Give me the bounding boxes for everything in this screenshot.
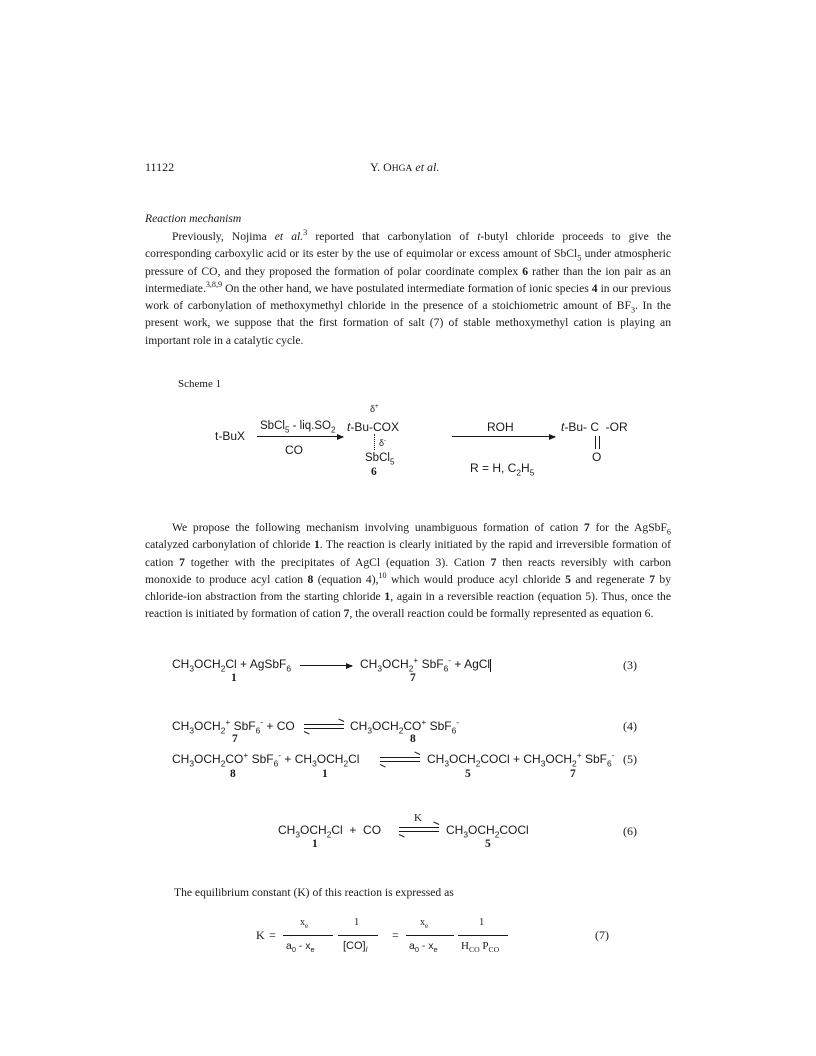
eq7-k: K [256,928,265,942]
eq5-n1: 8 [230,768,236,780]
reaction-arrow-2 [452,436,555,437]
eq6-k: K [414,812,422,824]
scheme-label: Scheme 1 [178,378,222,390]
eq6-right: $CH_3OCH_2COCl$ [446,823,529,840]
delta-minus: δ- [379,437,387,448]
reagent-co: CO [285,443,303,457]
paragraph-3: The equilibrium constant (K) of this reaction is expressed as [174,886,454,899]
eq4-n2: 8 [410,733,416,745]
eq7-num2: 1 [354,917,360,928]
eq6-number: (6) [623,824,637,838]
eq4-left: $CH_3OCH_2^+$ SbF$_6$- + CO [172,717,295,736]
reagent-roh: ROH [487,420,514,434]
double-bond [595,436,600,449]
reactant-tbux: t-BuX [215,429,246,443]
eq7-equals-1: = [269,928,276,942]
eq4-right: $CH_3OCH_2CO^+$ SbF$_6$- [350,717,460,736]
reagent-r-definition: R = H, $C_2H_5$ [470,461,535,478]
eq7-fracline-4 [458,935,508,936]
eq5-n3: 5 [465,768,471,780]
eq4-equilibrium-arrow [304,724,344,730]
eq6-n2: 5 [485,838,491,850]
product-ester: t-Bu- C -OR [561,420,628,434]
eq3-number: (3) [623,658,637,672]
eq7-num3: $x_e$ [420,917,429,930]
eq3-right: $CH_3OCH_2^+$ SbF$_6$- + AgCl [360,655,491,674]
eq5-right: $CH_3OCH_2COCl + CH_3OCH_2^+$ SbF$_6$- [427,750,615,769]
eq7-den2: $[CO]_l$ [343,940,368,955]
reagent-sbcl5-so2: SbCl$_5$ - $liq.SO_2$ [260,420,336,435]
eq7-den1: $a_0 - x_e$ [286,940,315,955]
section-heading: Reaction mechanism [145,212,242,225]
paragraph-1: Previously, Nojima et al.$^3$ reported that carbonylation of t-butyl chloride proceeds to give the corresponding carboxylic acid or its ester by the use of equimolar or excess amount of SbCl$_5$ under atmospheric pressure of CO, and they proposed the formation of polar coordinate complex 6 rather than the ion pair as an intermediate.$^{3,8,9}$ On the other hand, we have postulated intermediate formation of ionic species 4 in our previous work of carbonylation of methoxymethyl chloride in the presence of a stoichiometric amount of $BF_3$. In the present work, we suppose that the first formation of salt (7) of stable methoxymethyl cation is playing an important role in a catalytic cycle. [145,228,672,347]
eq7-equals-2: = [392,928,399,942]
compound-number-6: 6 [371,466,377,478]
eq7-num1: $x_e$ [300,917,309,930]
eq7-fracline-1 [283,935,333,936]
eq3-n2: 7 [410,672,416,684]
eq3-left: $CH_3OCH_2Cl$ + AgSbF$_6$ [172,657,292,674]
eq7-num4: 1 [479,917,485,928]
eq5-left: $CH_3OCH_2CO^+$ $SbF_6^- + CH_3OCH_2Cl$ [172,750,360,769]
eq5-n4: 7 [570,768,576,780]
eq4-n1: 7 [232,733,238,745]
eq6-left: $CH_3OCH_2Cl$ + CO [278,823,382,840]
reaction-arrow-1 [257,436,343,437]
eq5-n2: 1 [322,768,328,780]
eq7-den4: $H_{CO}$ $P_{CO}$ [461,940,500,955]
eq7-den3: $a_0 - x_e$ [409,940,438,955]
eq3-n1: 1 [231,672,237,684]
dotted-bond [374,434,375,450]
delta-plus: δ+ [370,403,379,414]
running-title: Y. OHGA et al. [370,160,440,174]
eq4-number: (4) [623,719,637,733]
page-number: 11122 [145,160,175,174]
eq5-equilibrium-arrow [380,757,420,763]
eq6-equilibrium-arrow [399,827,439,833]
eq5-number: (5) [623,752,637,766]
complex-top: t-Bu-COX [347,420,400,434]
eq7-fracline-2 [338,935,378,936]
complex-bottom-sbcl5: SbCl$_5$ [365,452,395,467]
eq7-number: (7) [595,928,609,942]
eq6-n1: 1 [312,838,318,850]
eq7-fracline-3 [406,935,454,936]
paragraph-2: We propose the following mechanism involving unambiguous formation of cation 7 for the AgSbF$_6$ catalyzed carbonylation of chloride 1. The reaction is clearly initiated by the rapid and irreversible formation of cation 7 together with the precipitates of AgCl (equation 3). Cation 7 then reacts reversibly with carbon monoxide to produce acyl cation 8 (equation 4),$^{10}$ which would produce acyl chloride 5 and regenerate 7 by chloride-ion abstraction from the starting chloride 1, again in a reversible reaction (equation 5). Thus, once the reaction is initiated by formation of cation 7, the overall reaction could be formally represented as equation 6. [145,521,672,621]
eq3-arrow [300,665,352,666]
product-oxygen: O [592,450,602,464]
